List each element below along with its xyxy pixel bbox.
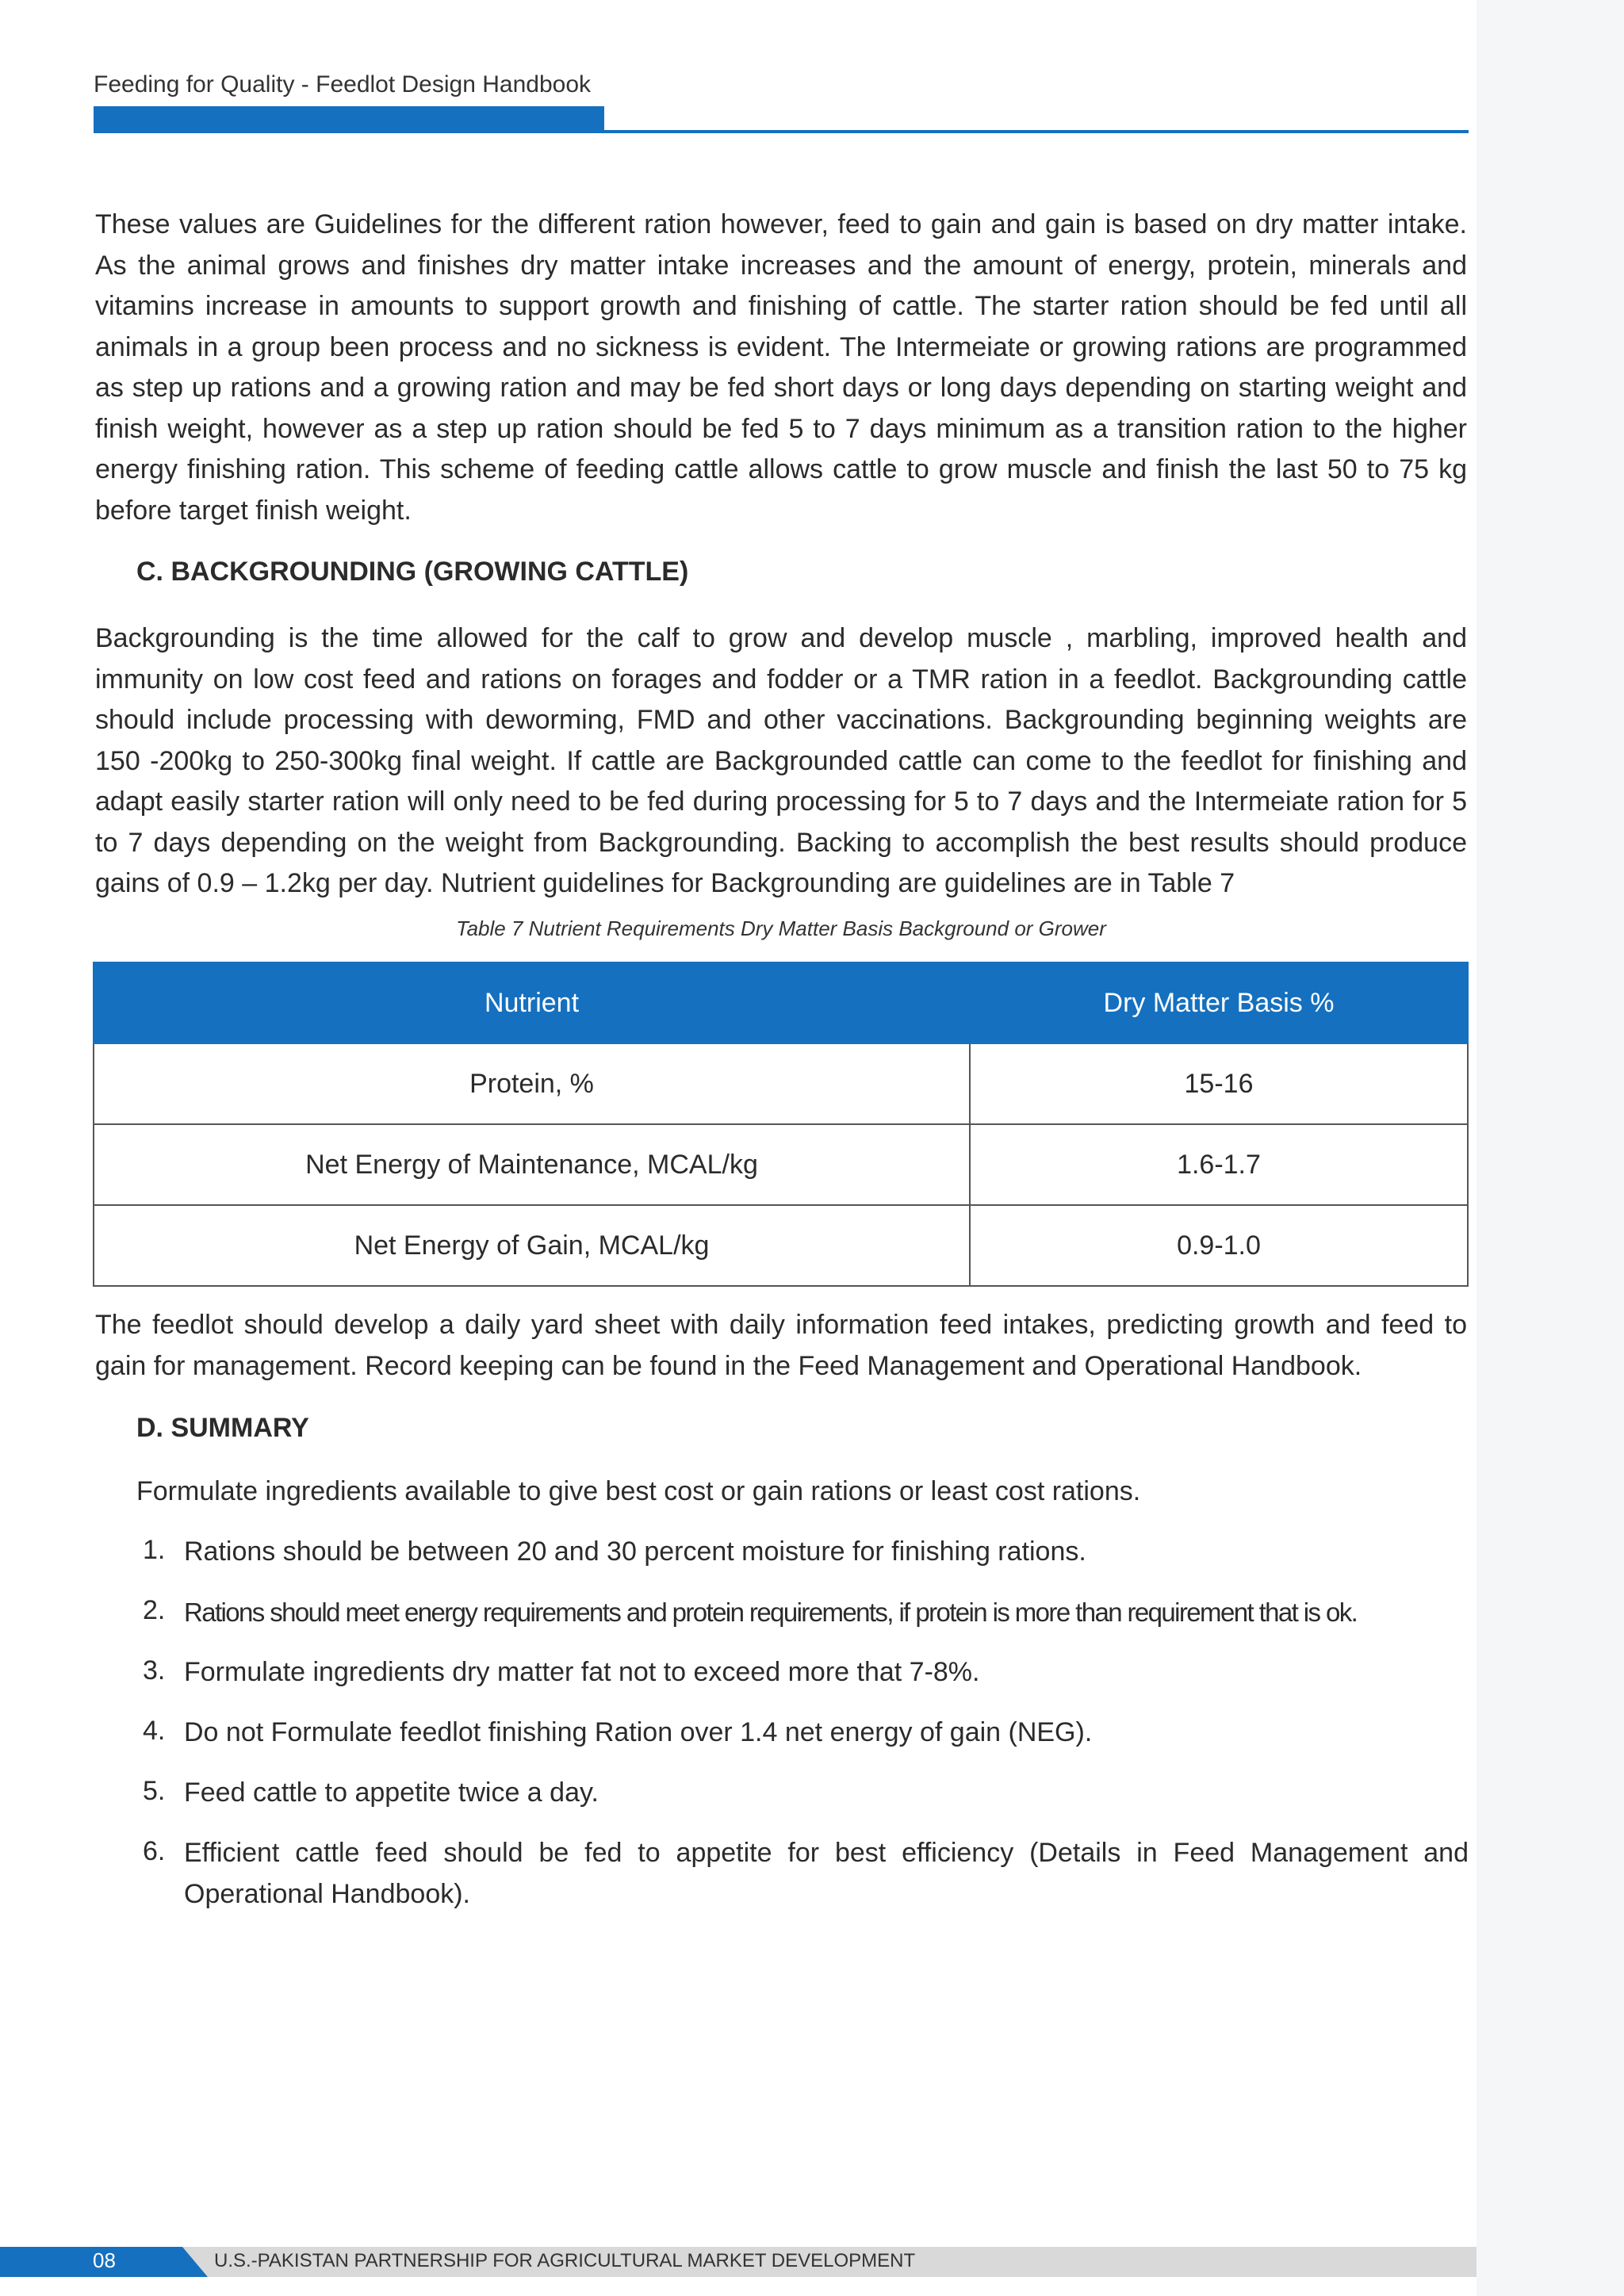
list-item-number: 5. bbox=[143, 1776, 166, 1806]
table-header-row bbox=[94, 962, 1468, 1043]
table-cell-value: 15-16 bbox=[970, 1043, 1468, 1124]
list-item-number: 2. bbox=[143, 1595, 166, 1625]
table-header-nutrient: Nutrient bbox=[94, 962, 970, 1043]
table-cell-nutrient: Net Energy of Maintenance, MCAL/kg bbox=[94, 1124, 970, 1205]
table-cell-nutrient: Protein, % bbox=[94, 1043, 970, 1124]
table-header-dry-matter: Dry Matter Basis % bbox=[970, 962, 1468, 1043]
header-rule bbox=[604, 130, 1469, 133]
table-row bbox=[94, 1043, 1468, 1124]
page-margin-strip bbox=[1477, 0, 1624, 2296]
list-item-number: 1. bbox=[143, 1535, 166, 1565]
list-item-text: Rations should meet energy requirements and protein requirements, if protein is more than requirement that is ok. bbox=[184, 1598, 1358, 1627]
intro-paragraph: These values are Guidelines for the different ration however, feed to gain and gain is based on dry matter intake. As the animal grows and finishes dry matter intake increases and the amount of energy, protein, minerals and vitamins increase in amounts to support growth and finishing of cattle. The starter ration should be fed until all animals in a group been process and no sickness is evident. The Intermeiate or growing rations are programmed as step up rations and a growing ration and may be fed short days or long days depending on starting weight and finish weight, however as a step up ration should be fed 5 to 7 days minimum as a transition ration to the higher energy finishing ration. This scheme of feeding cattle allows cattle to grow muscle and finish the last 50 to 75 kg before target finish weight. bbox=[95, 209, 1467, 526]
section-c-heading: C. BACKGROUNDING (GROWING CATTLE) bbox=[136, 557, 689, 587]
list-item-number: 6. bbox=[143, 1836, 166, 1866]
table-row bbox=[94, 1124, 1468, 1205]
header-accent-bar bbox=[94, 106, 604, 133]
list-item-text: Efficient cattle feed should be fed to appetite for best efficiency (Details in Feed Management and Operational Handbook). bbox=[184, 1838, 1469, 1909]
table-row bbox=[94, 1205, 1468, 1286]
list-item-number: 3. bbox=[143, 1655, 166, 1686]
summary-intro: Formulate ingredients available to give best cost or gain rations or least cost rations. bbox=[136, 1476, 1141, 1506]
table-caption: Table 7 Nutrient Requirements Dry Matter Basis Background or Grower bbox=[456, 916, 1106, 940]
list-item-text: Do not Formulate feedlot finishing Ration over 1.4 net energy of gain (NEG). bbox=[184, 1717, 1093, 1747]
after-table-paragraph: The feedlot should develop a daily yard sheet with daily information feed intakes, predicting growth and feed to gain for management. Record keeping can be found in the Feed Management and Operational Handbook. bbox=[95, 1310, 1467, 1381]
running-header-title: Feeding for Quality - Feedlot Design Handbook bbox=[94, 71, 592, 98]
table-cell-value: 0.9-1.0 bbox=[970, 1205, 1468, 1286]
list-item-text: Rations should be between 20 and 30 percent moisture for finishing rations. bbox=[184, 1536, 1086, 1567]
section-d-heading: D. SUMMARY bbox=[136, 1413, 309, 1443]
list-item-text: Feed cattle to appetite twice a day. bbox=[184, 1777, 599, 1808]
section-c-paragraph: Backgrounding is the time allowed for the calf to grow and develop muscle , marbling, improved health and immunity on low cost feed and rations on forages and fodder or a TMR ration in a feedlot. Backgrounding cattle should include processing with deworming, FMD and other vaccinations. Backgrounding beginning weights are 150 -200kg to 250-300kg final weight. If cattle are Backgrounded cattle can come to the feedlot for finishing and adapt easily starter ration will only need to be fed during processing for 5 to 7 days and the Intermeiate ration for 5 to 7 days depending on the weight from Backgrounding. Backing to accomplish the best results should produce gains of 0.9 – 1.2kg per day. Nutrient guidelines for Backgrounding are guidelines are in Table 7 bbox=[95, 623, 1467, 898]
table-cell-nutrient: Net Energy of Gain, MCAL/kg bbox=[94, 1205, 970, 1286]
footer-partnership-text: U.S.-PAKISTAN PARTNERSHIP FOR AGRICULTURAL MARKET DEVELOPMENT bbox=[214, 2250, 916, 2271]
page-number: 08 bbox=[93, 2248, 116, 2272]
nutrient-table bbox=[93, 962, 1469, 1287]
list-item-number: 4. bbox=[143, 1716, 166, 1746]
table-cell-value: 1.6-1.7 bbox=[970, 1124, 1468, 1205]
list-item-text: Formulate ingredients dry matter fat not to exceed more that 7-8%. bbox=[184, 1657, 980, 1687]
